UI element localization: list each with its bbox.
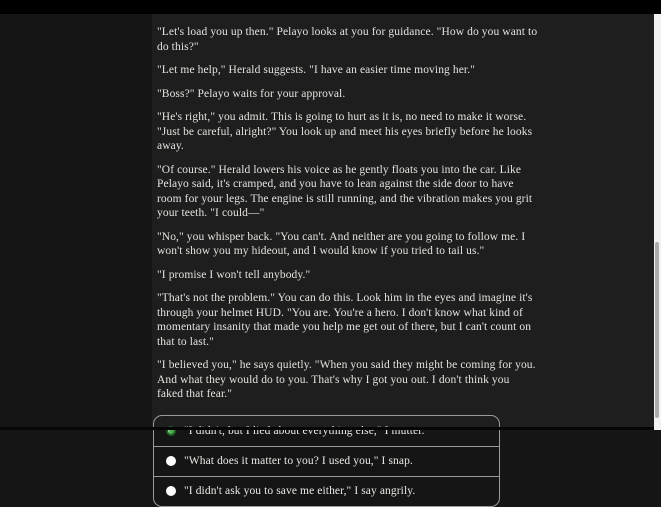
choice-option-3[interactable] [154,476,499,506]
top-bar [0,0,661,14]
story-paragraph: "That's not the problem." You can do this. Look him in the eyes and imagine it's through your helmet HUD. "You are. You're a hero. I don't know what kind of momentary insanity that made you help me get out of there, but I can't count on that to last." [157,291,538,349]
choice-option-1[interactable] [154,416,499,446]
story-paragraph: "Let's load you up then." Pelayo looks at you for guidance. "How do you want to do this?" [157,25,538,54]
scrollbar-thumb[interactable] [655,242,659,418]
choice-option-label: "I didn't, but I lied about everything else," I mutter. [184,424,425,438]
story-paragraph: "I believed you," he says quietly. "When you said they might be coming for you. And what they would do to you. That's why I got you out. I don't think you faked that fear." [157,358,538,402]
story-paragraph: "Let me help," Herald suggests. "I have an easier time moving her." [157,63,538,78]
story-paragraph: "No," you whisper back. "You can't. And neither are you going to follow me. I won't show you my hideout, and I would know if you tried to tail us." [157,230,538,259]
scrollbar[interactable] [654,14,661,430]
story-paragraph: "Of course." Herald lowers his voice as he gently floats you into the car. Like Pelayo said, it's cramped, and you have to lean against the side door to have room for your legs. The engine is still running, and the vibration makes you grit your teeth. "I could—" [157,163,538,221]
choice-option-label: "What does it matter to you? I used you," I snap. [184,454,413,468]
story-content-area [152,14,654,430]
choice-option-2[interactable] [154,446,499,476]
story-paragraph: "Boss?" Pelayo waits for your approval. [157,87,538,102]
story-paragraph: "I promise I won't tell anybody." [157,268,538,283]
choice-option-label: "I didn't ask you to save me either," I say angrily. [184,484,415,498]
radio-unselected-icon[interactable] [166,486,176,496]
radio-unselected-icon[interactable] [166,456,176,466]
story-text-block [157,25,538,402]
story-paragraph: "He's right," you admit. This is going to hurt as it is, no need to make it worse. "Just be careful, alright?" You look up and meet his eyes briefly before he looks away. [157,110,538,154]
